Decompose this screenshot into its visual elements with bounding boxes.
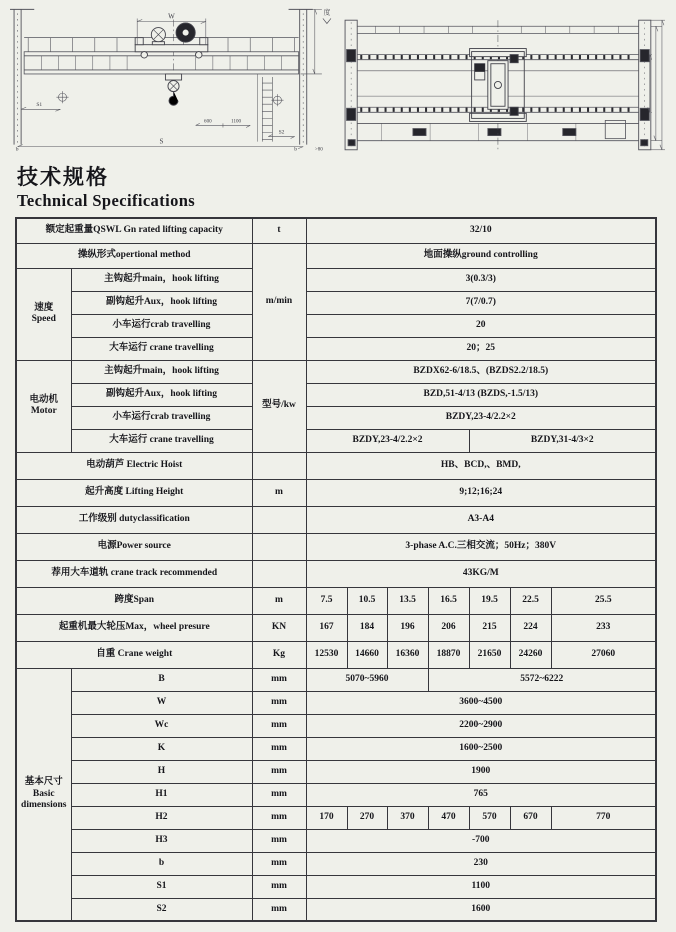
technical-drawings [0, 0, 676, 158]
spec-value: 7.5 [306, 587, 347, 614]
spec-unit [252, 452, 306, 479]
table-row [16, 587, 656, 614]
spec-label: H1 [71, 783, 252, 806]
spec-value: 2200~2900 [306, 714, 656, 737]
spec-unit: mm [252, 783, 306, 806]
table-row [16, 268, 656, 291]
spec-label: 电源Power source [16, 533, 252, 560]
spec-value: 16360 [387, 641, 428, 668]
page-title-en: Technical Specifications [17, 191, 196, 210]
spec-unit: 型号/kw [252, 360, 306, 452]
table-row [16, 243, 656, 268]
spec-label: K [71, 737, 252, 760]
spec-unit: mm [252, 806, 306, 829]
spec-label: H2 [71, 806, 252, 829]
spec-table [15, 217, 657, 922]
dim-label-corner: 度 [323, 9, 331, 17]
table-row [16, 641, 656, 668]
spec-unit: mm [252, 668, 306, 691]
spec-value: BZDY,23-4/2.2×2 [306, 406, 656, 429]
spec-value: 224 [510, 614, 551, 641]
spec-label: 主钩起升main，hook lifting [71, 268, 252, 291]
table-row [16, 406, 656, 429]
walkway-hatch [488, 129, 501, 136]
spec-value: 3600~4500 [306, 691, 656, 714]
table-row [16, 668, 656, 691]
spec-value: BZD,51-4/13 (BZDS,-1.5/13) [306, 383, 656, 406]
spec-label: 主钩起升main，hook lifting [71, 360, 252, 383]
spec-unit: mm [252, 875, 306, 898]
title-block [0, 158, 676, 217]
spec-unit: mm [252, 714, 306, 737]
spec-value: 16.5 [428, 587, 469, 614]
dim-label-b-right: b [294, 146, 298, 152]
table-row [16, 314, 656, 337]
spec-unit: m [252, 479, 306, 506]
crane-front-view-drawing [8, 4, 336, 152]
spec-unit: mm [252, 737, 306, 760]
table-row [16, 429, 656, 452]
spec-value: HB、BCD,、BMD, [306, 452, 656, 479]
spec-label: 跨度Span [16, 587, 252, 614]
hook-icon [169, 91, 178, 105]
spec-value: 196 [387, 614, 428, 641]
spec-value: 18870 [428, 641, 469, 668]
spec-value: 22.5 [510, 587, 551, 614]
spec-value: 20 [306, 314, 656, 337]
spec-label: S2 [71, 898, 252, 921]
spec-unit: t [252, 218, 306, 243]
dimension-lines-plan [648, 20, 665, 150]
table-row [16, 737, 656, 760]
group-dims-en: Basic dimensions [21, 788, 67, 810]
spec-value: 1600~2500 [306, 737, 656, 760]
spec-value: 170 [306, 806, 347, 829]
walkway-hatch [413, 129, 426, 136]
spec-unit [252, 506, 306, 533]
spec-value: 24260 [510, 641, 551, 668]
table-row [16, 479, 656, 506]
spec-value: 1900 [306, 760, 656, 783]
dim-label-rail-note: >80 [314, 147, 323, 152]
spec-label: H [71, 760, 252, 783]
table-row [16, 875, 656, 898]
spec-value: 9;12;16;24 [306, 479, 656, 506]
table-row [16, 760, 656, 783]
spec-value: 215 [469, 614, 510, 641]
spec-label: 小车运行crab travelling [71, 314, 252, 337]
spec-value: 10.5 [347, 587, 387, 614]
spec-label: 大车运行 crane travelling [71, 429, 252, 452]
spec-value: A3-A4 [306, 506, 656, 533]
spec-unit: mm [252, 852, 306, 875]
spec-unit: Kg [252, 641, 306, 668]
spec-value: 21650 [469, 641, 510, 668]
spec-value: 770 [551, 806, 656, 829]
ladder [257, 74, 272, 142]
group-label-motor [16, 360, 71, 452]
table-row [16, 337, 656, 360]
spec-value: 19.5 [469, 587, 510, 614]
spec-label: H3 [71, 829, 252, 852]
spec-value: 3(0.3/3) [306, 268, 656, 291]
spec-value: 370 [387, 806, 428, 829]
table-row [16, 714, 656, 737]
spec-value: 670 [510, 806, 551, 829]
spec-label: 起重机最大轮压Max，wheel presure [16, 614, 252, 641]
spec-unit [252, 560, 306, 587]
spec-label: 电动葫芦 Electric Hoist [16, 452, 252, 479]
group-label-basic-dimensions [16, 668, 71, 921]
spec-value: -700 [306, 829, 656, 852]
spec-unit: KN [252, 614, 306, 641]
spec-unit: mm [252, 760, 306, 783]
table-row [16, 291, 656, 314]
page-title-zh: 技术规格 [17, 166, 109, 189]
spec-value: 7(7/0.7) [306, 291, 656, 314]
spec-unit [252, 533, 306, 560]
table-row [16, 218, 656, 243]
spec-label: 副钩起升Aux，hook lifting [71, 291, 252, 314]
spec-value: 570 [469, 806, 510, 829]
group-speed-zh: 速度 [34, 302, 54, 313]
dim-label-s1: S1 [36, 102, 43, 109]
spec-value: 25.5 [551, 587, 656, 614]
spec-label: S1 [71, 875, 252, 898]
spec-value: BZDY,23-4/2.2×2 [306, 429, 469, 452]
spec-value: 5070~5960 [306, 668, 428, 691]
spec-unit: mm [252, 829, 306, 852]
spec-value: 32/10 [306, 218, 656, 243]
dim-label-b-left: b [15, 146, 19, 152]
spec-unit: mm [252, 898, 306, 921]
table-row [16, 852, 656, 875]
spec-unit: m [252, 587, 306, 614]
spec-value: 27060 [551, 641, 656, 668]
table-row [16, 452, 656, 479]
table-row [16, 614, 656, 641]
table-row [16, 383, 656, 406]
spec-unit: m/min [252, 243, 306, 360]
crane-plan-view-drawing [340, 18, 666, 154]
spec-value: BZDX62-6/18.5、(BZDS2.2/18.5) [306, 360, 656, 383]
spec-value: 765 [306, 783, 656, 806]
spec-unit: mm [252, 691, 306, 714]
spec-label: 额定起重量QSWL Gn rated lifting capacity [16, 218, 252, 243]
spec-label: 大车运行 crane travelling [71, 337, 252, 360]
spec-value: 470 [428, 806, 469, 829]
spec-label: b [71, 852, 252, 875]
table-row [16, 360, 656, 383]
spec-value: 5572~6222 [428, 668, 656, 691]
spec-value: 233 [551, 614, 656, 641]
spec-value: 12530 [306, 641, 347, 668]
dim-label-s2: S2 [278, 129, 285, 136]
spec-value: 13.5 [387, 587, 428, 614]
group-motor-en: Motor [30, 406, 57, 416]
spec-label: 操纵形式opertional method [16, 243, 252, 268]
table-row [16, 691, 656, 714]
table-row [16, 806, 656, 829]
table-row [16, 560, 656, 587]
spec-value: 3-phase A.C.三相交流；50Hz；380V [306, 533, 656, 560]
dim-label-w: W [168, 12, 175, 21]
spec-label: 工作级别 dutyclassification [16, 506, 252, 533]
spec-label: W [71, 691, 252, 714]
dim-label-1100: 1100 [231, 119, 242, 125]
dim-label-600: 600 [204, 119, 212, 125]
spec-value: 270 [347, 806, 387, 829]
table-row [16, 829, 656, 852]
walkway-hatch [563, 129, 576, 136]
spec-value: BZDY,31-4/3×2 [469, 429, 656, 452]
group-speed-en: Speed [31, 314, 56, 324]
spec-label: 起升高度 Lifting Height [16, 479, 252, 506]
spec-value: 地面操纵ground controlling [306, 243, 656, 268]
spec-label: 荐用大车道轨 crane track recommended [16, 560, 252, 587]
trolley [135, 19, 208, 105]
spec-label: Wc [71, 714, 252, 737]
spec-label: B [71, 668, 252, 691]
spec-value: 206 [428, 614, 469, 641]
spec-value: 43KG/M [306, 560, 656, 587]
table-row [16, 898, 656, 921]
table-row [16, 783, 656, 806]
group-motor-zh: 电动机 [29, 394, 58, 405]
table-row [16, 533, 656, 560]
dim-label-span: S [159, 137, 164, 146]
spec-value: 167 [306, 614, 347, 641]
spec-value: 1600 [306, 898, 656, 921]
spec-value: 230 [306, 852, 656, 875]
table-row [16, 506, 656, 533]
spec-value: 184 [347, 614, 387, 641]
group-label-speed [16, 268, 71, 360]
spec-value: 1100 [306, 875, 656, 898]
spec-label: 自重 Crane weight [16, 641, 252, 668]
spec-value: 20；25 [306, 337, 656, 360]
group-dims-zh: 基本尺寸 [24, 777, 63, 788]
spec-label: 副钩起升Aux，hook lifting [71, 383, 252, 406]
spec-label: 小车运行crab travelling [71, 406, 252, 429]
spec-value: 14660 [347, 641, 387, 668]
